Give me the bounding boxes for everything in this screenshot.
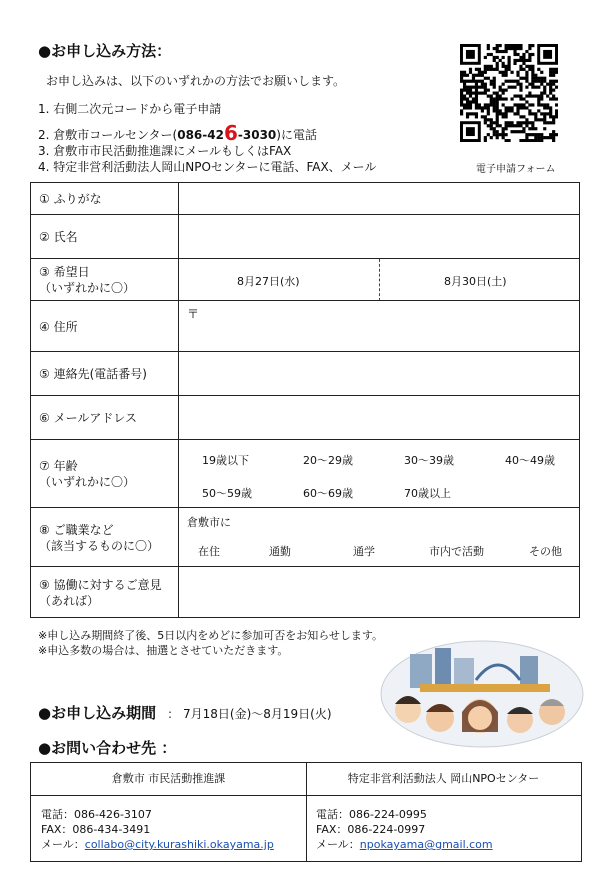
label-age: ⑦ 年齢 （いずれかに〇） [31, 440, 179, 508]
method-4: 4. 特定非営利活動法人岡山NPOセンターに電話、FAX、メール [38, 160, 377, 174]
job-option[interactable]: 在住 [198, 545, 220, 558]
city-fax: FAX：086-434-3491 [41, 823, 151, 836]
age-option[interactable]: 40～49歳 [505, 454, 555, 467]
row-date [31, 258, 579, 301]
row-job [31, 507, 579, 567]
apply-heading: ●お申し込み方法： [38, 42, 172, 60]
label-furigana: ① ふりがな [31, 183, 179, 214]
method-1: 1. 右側二次元コードから電子申請 [38, 102, 222, 116]
community-illustration [380, 640, 585, 748]
city-tel: 電話：086-426-3107 [41, 808, 152, 821]
label-phone: ⑤ 連絡先(電話番号) [31, 352, 179, 396]
date-divider [379, 259, 380, 301]
row-email [31, 395, 579, 440]
job-prefix: 倉敷市に [187, 516, 231, 529]
contact-table [30, 762, 582, 862]
age-option[interactable]: 30～39歳 [404, 454, 454, 467]
row-phone [31, 351, 579, 396]
label-opinion: ⑨ 協働に対するご意見 （あれば） [31, 567, 179, 618]
note-2: ※申込多数の場合は、抽選とさせていただきます。 [38, 644, 289, 657]
qr-caption: 電子申請フォーム [476, 164, 556, 175]
label-email: ⑥ メールアドレス [31, 396, 179, 440]
date-option-1[interactable]: 8月27日(水) [237, 275, 300, 288]
npo-fax: FAX：086-224-0997 [316, 823, 426, 836]
job-option[interactable]: その他 [529, 545, 562, 558]
label-job: ⑧ ご職業など （該当するものに〇） [31, 508, 179, 567]
method-3: 3. 倉敷市市民活動推進課にメールもしくはFAX [38, 144, 292, 158]
contact-org-city: 倉敷市 市民活動推進課 [31, 763, 306, 796]
row-opinion [31, 566, 579, 618]
postal-mark: 〒 [187, 307, 200, 321]
npo-mail-row: メール：npokayama@gmail.com [316, 838, 493, 851]
contact-heading: ●お問い合わせ先 ： [38, 739, 177, 757]
city-mail-link[interactable]: collabo@city.kurashiki.okayama.jp [84, 838, 274, 851]
age-option[interactable]: 70歳以上 [404, 487, 451, 500]
job-option[interactable]: 市内で活動 [429, 545, 484, 558]
contact-col-npo [306, 763, 581, 861]
row-age [31, 439, 579, 508]
application-form-table [30, 182, 580, 618]
row-address [31, 300, 579, 352]
contact-col-city [31, 763, 307, 861]
label-date: ③ 希望日 （いずれかに〇） [31, 259, 179, 301]
opinion-field[interactable] [179, 567, 579, 618]
row-name [31, 214, 579, 259]
furigana-field[interactable] [179, 183, 579, 214]
note-1: ※申し込み期間終了後、5日以内をめどに参加可否をお知らせします。 [38, 629, 384, 642]
age-option[interactable]: 20～29歳 [303, 454, 353, 467]
npo-mail-link[interactable]: npokayama@gmail.com [359, 838, 493, 851]
apply-methods [38, 101, 376, 175]
age-option[interactable]: 60～69歳 [303, 487, 353, 500]
period-label: ●お申し込み期間 [38, 704, 157, 722]
method-2: 2. 倉敷市コールセンター(086-426-3030)に電話 [38, 121, 317, 145]
contact-org-npo: 特定非営利活動法人 岡山NPOセンター [306, 763, 581, 796]
qr-code[interactable] [460, 44, 558, 142]
phone-field[interactable] [179, 352, 579, 396]
apply-intro: お申し込みは、以下のいずれかの方法でお願いします。 [46, 74, 346, 88]
period-row [38, 702, 332, 723]
age-option[interactable]: 50～59歳 [202, 487, 252, 500]
date-option-2[interactable]: 8月30日(土) [444, 275, 507, 288]
label-address: ④ 住所 [31, 301, 179, 352]
address-field[interactable] [179, 301, 579, 352]
age-option[interactable]: 19歳以下 [202, 454, 249, 467]
email-field[interactable] [179, 396, 579, 440]
job-option[interactable]: 通学 [353, 545, 375, 558]
name-field[interactable] [179, 215, 579, 259]
row-furigana [31, 183, 579, 214]
city-mail-row: メール：collabo@city.kurashiki.okayama.jp [41, 838, 274, 851]
label-name: ② 氏名 [31, 215, 179, 259]
period-value: ： 7月18日(金)～8月19日(火) [167, 707, 332, 721]
job-option[interactable]: 通勤 [269, 545, 291, 558]
npo-tel: 電話：086-224-0995 [316, 808, 427, 821]
